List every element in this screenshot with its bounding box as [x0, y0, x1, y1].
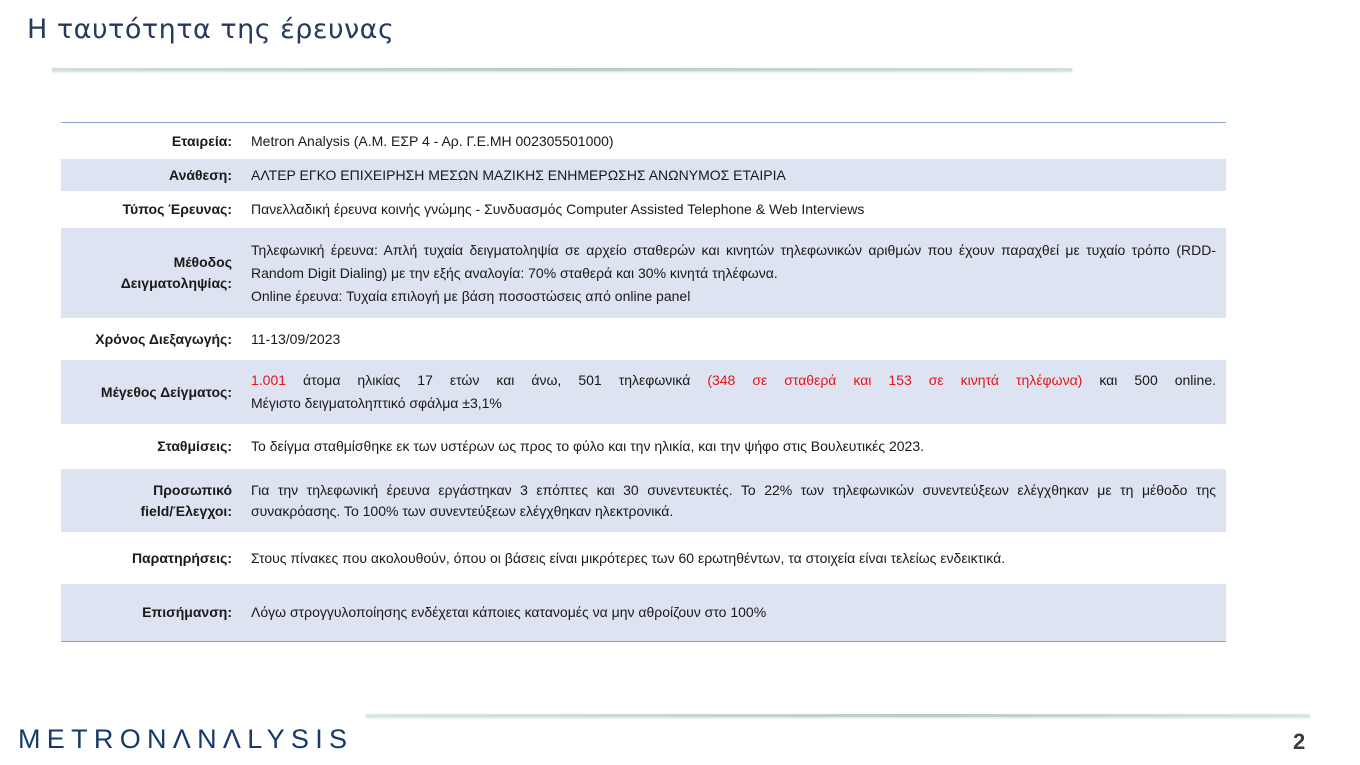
metron-analysis-logo — [18, 724, 353, 755]
row-label — [61, 480, 251, 522]
survey-info-table — [61, 122, 1226, 642]
row-label: Σταθμίσεις: — [157, 438, 232, 454]
row-assignment — [61, 159, 1226, 191]
row-value: Στους πίνακες που ακολουθούν, όπου οι βάσεις είναι μικρότερες των 60 ερωτηθέντων, τα στοιχεία είναι τελείως ενδεικτικά. — [251, 549, 1006, 566]
row-label — [61, 252, 251, 294]
row-value: Για την τηλεφωνική έρευνα εργάστηκαν 3 επόπτες και 30 συνεντευκτές. Το 22% των τηλεφωνικών συνεντεύξεων ελέγχθηκαν με τη μέθοδο της συνακρόασης. Το 100% των συνεντεύξεων ελέγχθηκαν ηλεκτρονικά. — [251, 481, 1216, 519]
row-personnel — [61, 469, 1226, 532]
row-value: Λόγω στρογγυλοποίησης ενδέχεται κάποιες κατανομές να μην αθροίζουν στο 100% — [251, 604, 767, 620]
row-label: Μέγεθος Δείγματος: — [100, 383, 232, 400]
row-value: Το δείγμα σταθμίσθηκε εκ των υστέρων ως προς το φύλο και την ηλικία, και την ψήφο στις Βουλευτικές 2023. — [251, 438, 925, 454]
row-sampling-method — [61, 228, 1226, 318]
row-label: Εταιρεία: — [171, 132, 232, 149]
row-label: Παρατηρήσεις: — [131, 549, 232, 566]
sample-breakdown: (348 σε σταθερά και 153 σε κινητά τηλέφωνα) — [707, 372, 1083, 388]
row-sample-size — [61, 360, 1226, 424]
footer-divider — [366, 714, 1310, 717]
label-line: Δειγματοληψίας: — [120, 275, 232, 291]
row-label: Ανάθεση: — [169, 166, 232, 183]
logo-text: METRON — [18, 724, 173, 754]
label-line: field/Έλεγχοι: — [140, 502, 232, 519]
row-weighting — [61, 424, 1226, 469]
title-divider — [52, 68, 1072, 71]
row-remark — [61, 584, 1226, 641]
page-title: Η ταυτότητα της έρευνας — [27, 14, 395, 45]
value-text: και 500 online. — [1082, 372, 1216, 388]
value-line — [251, 369, 1216, 392]
row-value — [251, 369, 1226, 415]
value-line: Online έρευνα: Τυχαία επιλογή με βάση ποσοστώσεις από online panel — [251, 287, 691, 304]
value-line: Μέγιστο δειγματοληπτικό σφάλμα ±3,1% — [251, 395, 502, 411]
row-value: Πανελλαδική έρευνα κοινής γνώμης - Συνδυασμός Computer Assisted Telephone & Web Interviews — [251, 201, 865, 217]
row-value: 11-13/09/2023 — [251, 330, 341, 347]
logo-text: ΛNΛLYSIS — [172, 724, 354, 754]
row-label: Χρόνος Διεξαγωγής: — [95, 330, 232, 347]
value-text: άτομα ηλικίας 17 ετών και άνω, 501 τηλεφωνικά — [286, 372, 708, 388]
row-period — [61, 318, 1226, 360]
row-survey-type — [61, 191, 1226, 228]
row-value: Metron Analysis (Α.Μ. ΕΣΡ 4 - Αρ. Γ.Ε.ΜΗ 002305501000) — [251, 132, 614, 149]
row-company — [61, 123, 1226, 159]
label-line: Προσωπικό — [153, 481, 232, 498]
page-number: 2 — [1293, 729, 1306, 754]
row-value — [251, 239, 1226, 308]
label-line: Μέθοδος — [173, 254, 232, 270]
row-notes — [61, 532, 1226, 584]
value-line: Τηλεφωνική έρευνα: Απλή τυχαία δειγματοληψία σε αρχείο σταθερών και κινητών τηλεφωνικών αριθμών που έχουν παραχθεί με τυχαίο τρόπο (RDD-Random Digit Dialing) με την εξής αναλογία: 70% σταθερά και 30% κινητά τηλέφωνα. — [251, 241, 1216, 281]
sample-total: 1.001 — [251, 372, 287, 388]
row-label: Επισήμανση: — [142, 604, 232, 620]
row-label: Τύπος Έρευνας: — [122, 201, 232, 217]
row-value: ΑΛΤΕΡ ΕΓΚΟ ΕΠΙΧΕΙΡΗΣΗ ΜΕΣΩΝ ΜΑΖΙΚΗΣ ΕΝΗΜΕΡΩΣΗΣ ΑΝΩΝΥΜΟΣ ΕΤΑΙΡΙΑ — [251, 166, 786, 183]
